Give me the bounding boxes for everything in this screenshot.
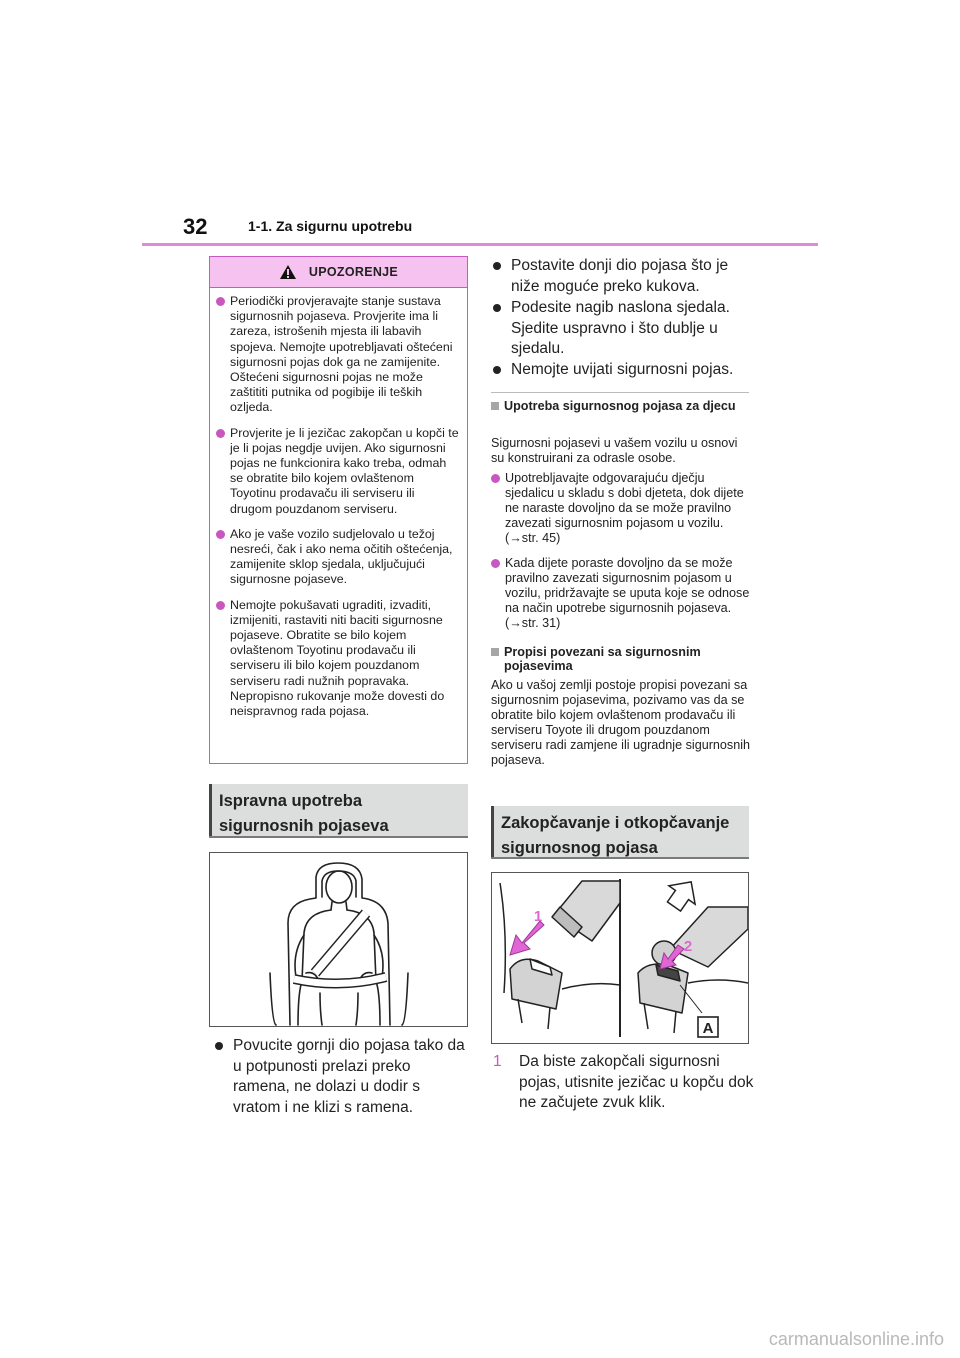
watermark: carmanualsonline.info [768, 1329, 944, 1349]
heading-buckle: Zakopčavanje i otkopčavanje sigurnosnog pojasa [491, 806, 749, 859]
bullet-lap-belt: Postavite donji dio pojasa što je niže moguće preko kukova. [491, 256, 753, 297]
bullet-no-twist: Nemojte uvijati sigurnosni pojas. [491, 360, 753, 381]
bullet-dot-icon [215, 1042, 223, 1050]
step-number: 1 [493, 1053, 502, 1070]
children-item: Upotrebljavajte odgovarajuću dječju sjedalicu u skladu s dobi djeteta, dok dijete ne naraste dovoljno da se može pravilno zavezati sigurnosnim pojasom u vozilu. (→str. 45) [491, 471, 753, 546]
label-part-a: A [702, 1020, 714, 1037]
label-step-2: 2 [683, 938, 693, 955]
square-bullet-icon [491, 648, 499, 656]
warning-item: Ako je vaše vozilo sudjelovalo u težoj nesreći, čak i ako nema očitih oštećenja, zamijenite sklop sjedala, uključujući sigurnosne pojaseve. [216, 527, 459, 588]
warning-item: Periodički provjeravajte stanje sustava sigurnosnih pojaseva. Provjerite ima li zareza, istrošenih mjesta ili labavih spojeva. Nemojte upotrebljavati oštećeni sigurnosni pojas dok ga ne zamijenite. Oštećeni sigurnosni pojas ne može zaštititi putnika od pogibije ili teških ozljeda. [216, 294, 459, 416]
section-title: 1-1. Za sigurnu upotrebu [248, 218, 413, 234]
children-item: Kada dijete poraste dovoljno da se može pravilno zavezati sigurnosnim pojasom u vozilu, pridržavajte se uputa koje se odnose na način upotrebe sigurnosnih pojaseva. (→str. 31) [491, 556, 753, 631]
bullet-dot-icon [216, 429, 225, 438]
heading-correct-use: Ispravna upotreba sigurnosnih pojaseva [209, 784, 468, 838]
bullet-dot-icon [493, 366, 501, 374]
bullet-seatback: Podesite nagib naslona sjedala. Sjedite uspravno i što dublje u sjedalu. [491, 298, 753, 360]
bullet-shoulder-belt: Povucite gornji dio pojasa tako da u potpunosti prelazi preko ramena, ne dolazi u dodir s vratom i ne klizi s ramena. [213, 1036, 469, 1118]
bullet-dot-icon [491, 474, 500, 483]
page-number: 32 [183, 214, 208, 239]
warning-list [210, 288, 467, 719]
warning-title: UPOZORENJE [308, 265, 399, 279]
warning-item: Nemojte pokušavati ugraditi, izvaditi, izmijeniti, rastaviti niti baciti sigurnosne pojaseve. Obratite se bilo kojem ovlaštenom Toyotinu prodavaču ili serviseru ili bilo kojem pouzdanom serviseru radi nužnih popravaka. Nepropisno rukovanje može dovesti do neispravnog rada pojasa. [216, 598, 459, 720]
header-rule [142, 243, 818, 246]
bullet-dot-icon [491, 559, 500, 568]
bullet-dot-icon [216, 530, 225, 539]
buckle-figure [491, 872, 749, 1044]
bullet-dot-icon [493, 262, 501, 270]
seatbelt-wearing-figure [209, 852, 468, 1027]
step-text: Da biste zakopčali sigurnosni pojas, utisnite jezičac u kopču dok ne začujete zvuk klik. [519, 1053, 754, 1111]
bullet-dot-icon [216, 601, 225, 610]
regulations-text: Ako u vašoj zemlji postoje propisi povezani sa sigurnosnim pojasevima, pozivamo vas da se obratite bilo kojem ovlaštenom prodavaču ili serviseru Toyote ili drugom pouzdanom serviseru radi zamjene ili ugradnje sigurnosnih pojaseva. [491, 678, 751, 767]
warning-box [209, 256, 468, 764]
warning-item: Provjerite je li jezičac zakopčan u kopči te je li pojas negdje uvijen. Ako sigurnosni pojas ne funkcionira kako treba, odmah se obratite bilo kojem ovlaštenom Toyotinu prodavaču ili serviseru ili drugom pouzdanom serviseru. [216, 426, 459, 517]
bullet-dot-icon [216, 297, 225, 306]
label-step-1: 1 [533, 908, 543, 925]
warning-header [210, 257, 467, 288]
seated-person-illustration [210, 853, 467, 1026]
square-bullet-icon [491, 402, 499, 410]
section-divider [491, 392, 749, 393]
warning-triangle-icon [279, 264, 297, 280]
subheading-regulations: Propisi povezani sa sigurnosnim pojasevima [491, 645, 749, 673]
buckle-illustration [492, 873, 748, 1043]
bullet-dot-icon [493, 304, 501, 312]
children-intro: Sigurnosni pojasevi u vašem vozilu u osnovi su konstruirani za odrasle osobe. [491, 436, 738, 465]
step-1 [493, 1052, 755, 1114]
subheading-children: Upotreba sigurnosnog pojasa za djecu [491, 399, 749, 413]
